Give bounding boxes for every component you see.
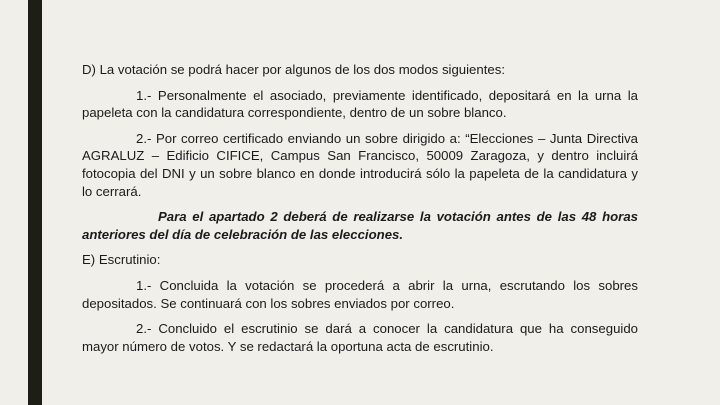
section-e-item-2: 2.- Concluido el escrutinio se dará a conocer la candidatura que ha conseguido mayor número de votos. Y se redactará la oportuna acta de escrutinio. bbox=[82, 321, 638, 354]
section-d-heading: D) La votación se podrá hacer por algunos de los dos modos siguientes: bbox=[82, 62, 505, 77]
section-d-item-1: 1.- Personalmente el asociado, previamente identificado, depositará en la urna la papeleta con la candidatura correspondiente, dentro de un sobre blanco. bbox=[82, 87, 638, 121]
section-d-note: Para el apartado 2 deberá de realizarse la votación antes de las 48 horas anteriores del día de celebración de las elecciones. bbox=[82, 209, 638, 242]
section-d-item-2: 2.- Por correo certificado enviando un sobre dirigido a: “Elecciones – Junta Directiva AGRALUZ – Edificio CIFICE, Campus San Francisco, 50009 Zaragoza, y dentro incluirá fotocopia del DNI y un sobre blanco en donde introducirá sólo la papeleta de la candidatura y lo cerrará. bbox=[82, 130, 638, 199]
left-accent-bar bbox=[28, 0, 42, 405]
section-e-item-1: 1.- Concluida la votación se procederá a abrir la urna, escrutando los sobres depositados. Se continuará con los sobres enviados por correo. bbox=[82, 277, 638, 311]
section-e-heading: E) Escrutinio: bbox=[82, 252, 161, 268]
slide-body bbox=[82, 61, 638, 363]
